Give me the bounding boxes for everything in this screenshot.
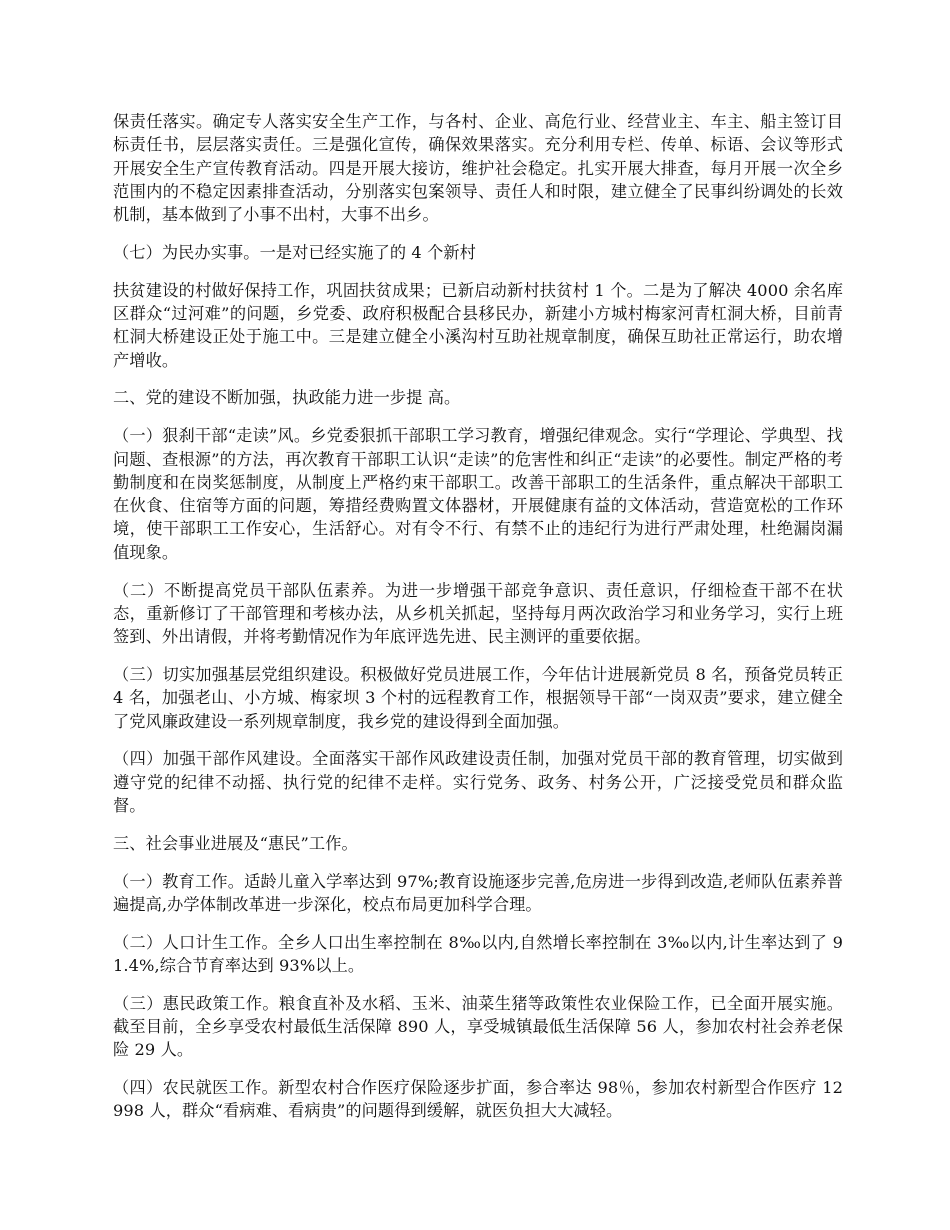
paragraph-medical-care: （四）农民就医工作。新型农村合作医疗保险逐步扩面，参合率达 98％，参加农村新型合作医疗 12998 人，群众“看病难、看病贵”的问题得到缓解，就医负担大大减轻。: [113, 1078, 843, 1121]
paragraph-grassroots-party: （三）切实加强基层党组织建设。积极做好党员进展工作，今年估计进展新党员 8 名，预备党员转正 4 名，加强老山、小方城、梅家坝 3 个村的远程教育工作，根据领导干部“一岗双责”要求，建立健全了党风廉政建设一系列规章制度，我乡党的建设得到全面加强。: [113, 664, 843, 731]
paragraph-cadre-quality: （二）不断提高党员干部队伍素养。为进一步增强干部竞争意识、责任意识，仔细检查干部不在状态，重新修订了干部管理和考核办法，从乡机关抓起，坚持每月两次政治学习和业务学习，实行上班签到、外出请假，并将考勤情况作为年底评选先进、民主测评的重要依据。: [113, 580, 843, 647]
paragraph-cadre-style: （四）加强干部作风建设。全面落实干部作风政建设责任制，加强对党员干部的教育管理，切实做到遵守党的纪律不动摇、执行党的纪律不走样。实行党务、政务、村务公开，广泛接受党员和群众监督。: [113, 749, 843, 815]
paragraph-heading-7: （七）为民办实事。一是对已经实施了的 4 个新村: [113, 242, 476, 262]
paragraph-benefit-policy: （三）惠民政策工作。粮食直补及水稻、玉米、油菜生猪等政策性农业保险工作，已全面开展实施。截至目前，全乡享受农村最低生活保障 890 人，享受城镇最低生活保障 56 人，参加农村社会养老保险 29 人。: [113, 993, 843, 1060]
paragraph-education: （一）教育工作。适龄儿童入学率达到 97%;教育设施逐步完善,危房进一步得到改造,老师队伍素养普遍提高,办学体制改革进一步深化，校点布局更加科学合理。: [113, 871, 843, 914]
paragraph-safety-work: 保责任落实。确定专人落实安全生产工作，与各村、企业、高危行业、经营业主、车主、船主签订目标责任书，层层落实责任。三是强化宣传，确保效果落实。充分利用专栏、传单、标语、会议等形式开展安全生产宣传教育活动。四是开展大接访，维护社会稳定。扎实开展大排查，每月开展一次全乡范围内的不稳定因素排查活动，分别落实包案领导、责任人和时限，建立健全了民事纠纷调处的长效机制，基本做到了小事不出村，大事不出乡。: [113, 112, 843, 225]
document-body: [113, 110, 843, 1137]
section-heading-party-building: 二、党的建设不断加强，执政能力进一步提 高。: [113, 388, 461, 408]
paragraph-poverty-relief: 扶贫建设的村做好保持工作，巩固扶贫成果；已新启动新村扶贫村 1 个。二是为了解决 4000 余名库区群众“过河难”的问题，乡党委、政府积极配合县移民办，新建小方城村梅家河青杠洞大桥，目前青杠洞大桥建设正处于施工中。三是建立健全小溪沟村互助社规章制度，确保互助社正常运行，助农增产增收。: [113, 280, 843, 370]
paragraph-family-planning: （二）人口计生工作。全乡人口出生率控制在 8‰以内,自然增长率控制在 3‰以内,计生率达到了 91.4%,综合节育率达到 93%以上。: [113, 932, 843, 975]
section-heading-social-affairs: 三、社会事业进展及“惠民”工作。: [113, 833, 358, 853]
paragraph-cadre-commuting: （一）狠刹干部“走读”风。乡党委狠抓干部职工学习教育，增强纪律观念。实行“学理论、学典型、找问题、查根源”的方法，再次教育干部职工认识“走读”的危害性和纠正“走读”的必要性。制定严格的考勤制度和在岗奖惩制度，从制度上严格约束干部职工。改善干部职工的生活条件，重点解决干部职工在伙食、住宿等方面的问题，筹措经费购置文体器材，开展健康有益的文体活动，营造宽松的工作环境，使干部职工工作安心，生活舒心。对有令不行、有禁不止的违纪行为进行严肃处理，杜绝漏岗漏值现象。: [113, 426, 843, 562]
